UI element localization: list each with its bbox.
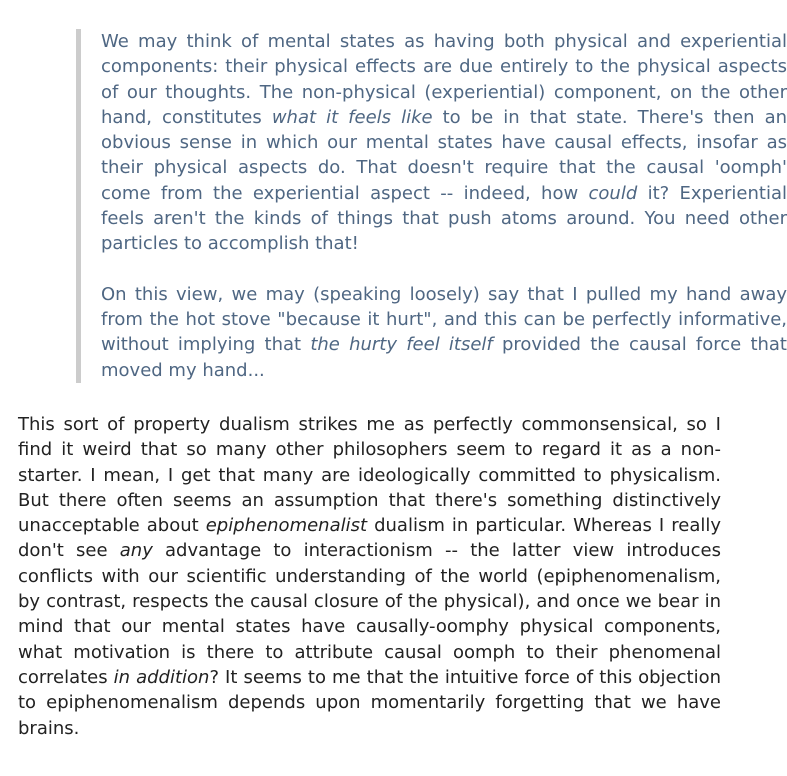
quote-paragraph-1: We may think of mental states as having both physical and experiential components: their physical effects are due entirely to the physical aspects of our thoughts. The non-physical (experiential) component, on the other hand, constitutes what it feels like to be in that state. There's then an obvious sense in which our mental states have causal effects, insofar as their physical aspects do. That doesn't require that the causal 'oomph' come from the experiential aspect -- indeed, how could it? Experiential feels aren't the kinds of things that push atoms around. You need other particles to accomplish that! bbox=[101, 31, 787, 255]
quote-paragraph-2: On this view, we may (speaking loosely) say that I pulled my hand away from the hot stove "because it hurt", and this can be perfectly informative, without implying that the hurty feel itself provided the causal force that moved my hand... bbox=[101, 283, 787, 381]
body-paragraph: This sort of property dualism strikes me as perfectly commonsensical, so I find it weird that so many other philosophers seem to regard it as a non-starter. I mean, I get that many are ideologically committed to physicalism. But there often seems an assumption that there's something distinctively unacceptable about epiphenomenalist dualism in particular. Whereas I really don't see any advantage to interactionism -- the latter view introduces conflicts with our scientific understanding of the world (epiphenomenalism, by contrast, respects the causal closure of the physical), and once we bear in mind that our mental states have causally-oomphy physical components, what motivation is there to attribute causal oomph to their phenomenal correlates in addition? It seems to me that the intuitive force of this objection to epiphenomenalism depends upon momentarily forgetting that we have brains. bbox=[18, 414, 722, 739]
blockquote bbox=[76, 29, 787, 383]
